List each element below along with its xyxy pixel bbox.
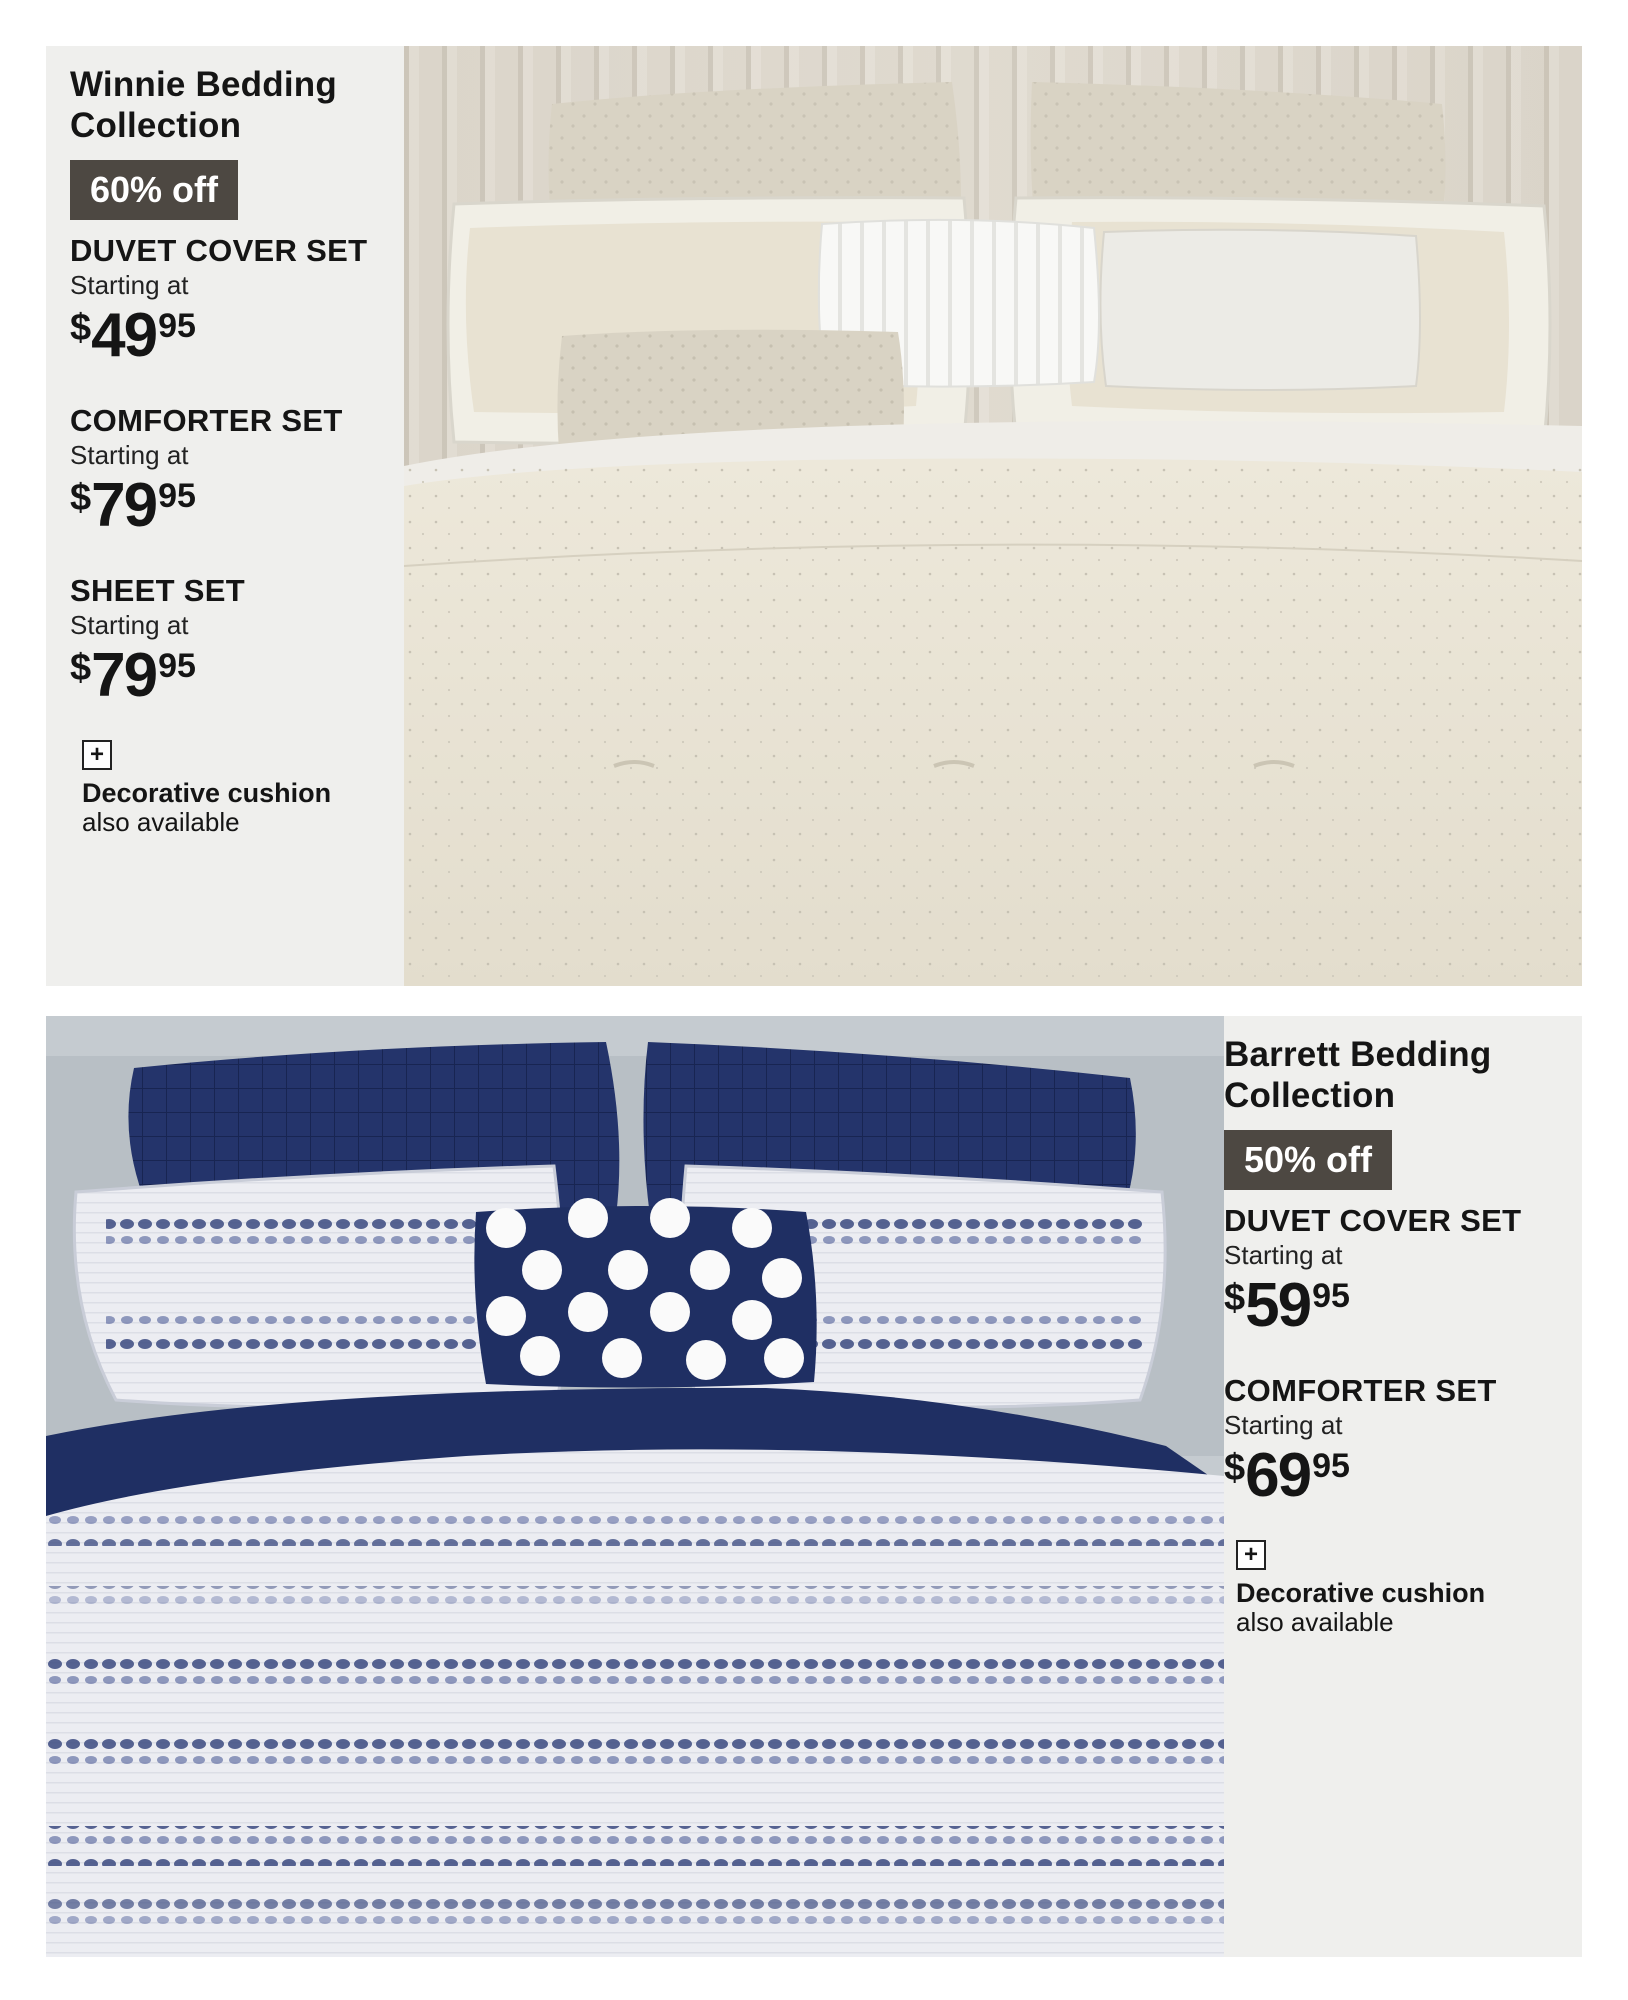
price-whole: 79: [91, 641, 157, 710]
product-name: DUVET COVER SET: [70, 233, 368, 268]
price-whole: 49: [91, 301, 157, 370]
price: [1224, 1271, 1564, 1342]
price-cents: 95: [158, 307, 196, 345]
price-cents: 95: [1312, 1277, 1350, 1315]
price-currency: $: [70, 307, 92, 349]
collection-title-line: Barrett Bedding: [1224, 1035, 1492, 1074]
starting-at-label: Starting at: [70, 270, 189, 300]
starting-at-label: Starting at: [1224, 1410, 1343, 1440]
price: [70, 471, 400, 542]
price-currency: $: [1224, 1447, 1246, 1489]
winnie-collection-title: [70, 64, 400, 146]
product-name: SHEET SET: [70, 573, 245, 608]
winnie-bed-illustration: [404, 46, 1582, 986]
collection-title-line: Collection: [70, 106, 242, 145]
product-duvet-cover-set: [1224, 1202, 1564, 1342]
product-name: COMFORTER SET: [1224, 1373, 1497, 1408]
price-whole: 69: [1245, 1441, 1311, 1510]
product-sheet-set: [70, 572, 400, 712]
cushion-note-subtitle: also available: [82, 807, 240, 837]
plus-icon: +: [82, 740, 112, 770]
cushion-note-title: Decorative cushion: [1236, 1578, 1486, 1608]
barrett-collection-panel: [46, 1016, 1582, 1957]
discount-badge: 50% off: [1224, 1130, 1392, 1190]
price-currency: $: [70, 477, 92, 519]
cushion-note: [82, 778, 400, 836]
price: [70, 301, 400, 372]
cushion-note-subtitle: also available: [1236, 1607, 1394, 1637]
price-cents: 95: [1312, 1447, 1350, 1485]
barrett-bed-illustration: [46, 1016, 1224, 1957]
winnie-info-column: [70, 64, 400, 836]
price: [1224, 1441, 1564, 1512]
collection-title-line: Collection: [1224, 1076, 1396, 1115]
product-duvet-cover-set: [70, 232, 400, 372]
comforter-stripe-band: [46, 1586, 1224, 1616]
product-comforter-set: [70, 402, 400, 542]
price-whole: 79: [91, 471, 157, 540]
comforter-stripe-band: [46, 1516, 1224, 1546]
barrett-info-column: [1224, 1034, 1564, 1636]
starting-at-label: Starting at: [70, 610, 189, 640]
starting-at-label: Starting at: [1224, 1240, 1343, 1270]
discount-badge: 60% off: [70, 160, 238, 220]
price-currency: $: [70, 647, 92, 689]
winnie-bedding-photo: [404, 46, 1582, 986]
starting-at-label: Starting at: [70, 440, 189, 470]
product-comforter-set: [1224, 1372, 1564, 1512]
collection-title-line: Winnie Bedding: [70, 65, 337, 104]
comforter-stripe-band: [46, 1826, 1224, 1866]
product-name: COMFORTER SET: [70, 403, 343, 438]
winnie-collection-panel: [46, 46, 1582, 986]
price: [70, 641, 400, 712]
price-currency: $: [1224, 1277, 1246, 1319]
cushion-note-title: Decorative cushion: [82, 778, 332, 808]
barrett-collection-title: [1224, 1034, 1564, 1116]
price-whole: 59: [1245, 1271, 1311, 1340]
price-cents: 95: [158, 477, 196, 515]
cushion-note: [1236, 1578, 1564, 1636]
comforter-stripe-band: [46, 1896, 1224, 1936]
product-name: DUVET COVER SET: [1224, 1203, 1522, 1238]
barrett-bedding-photo: [46, 1016, 1224, 1957]
satin-pillow: [1100, 230, 1420, 390]
comforter-stripe-band: [46, 1656, 1224, 1696]
comforter-stripe-band: [46, 1736, 1224, 1776]
price-cents: 95: [158, 647, 196, 685]
plus-icon: +: [1236, 1540, 1266, 1570]
